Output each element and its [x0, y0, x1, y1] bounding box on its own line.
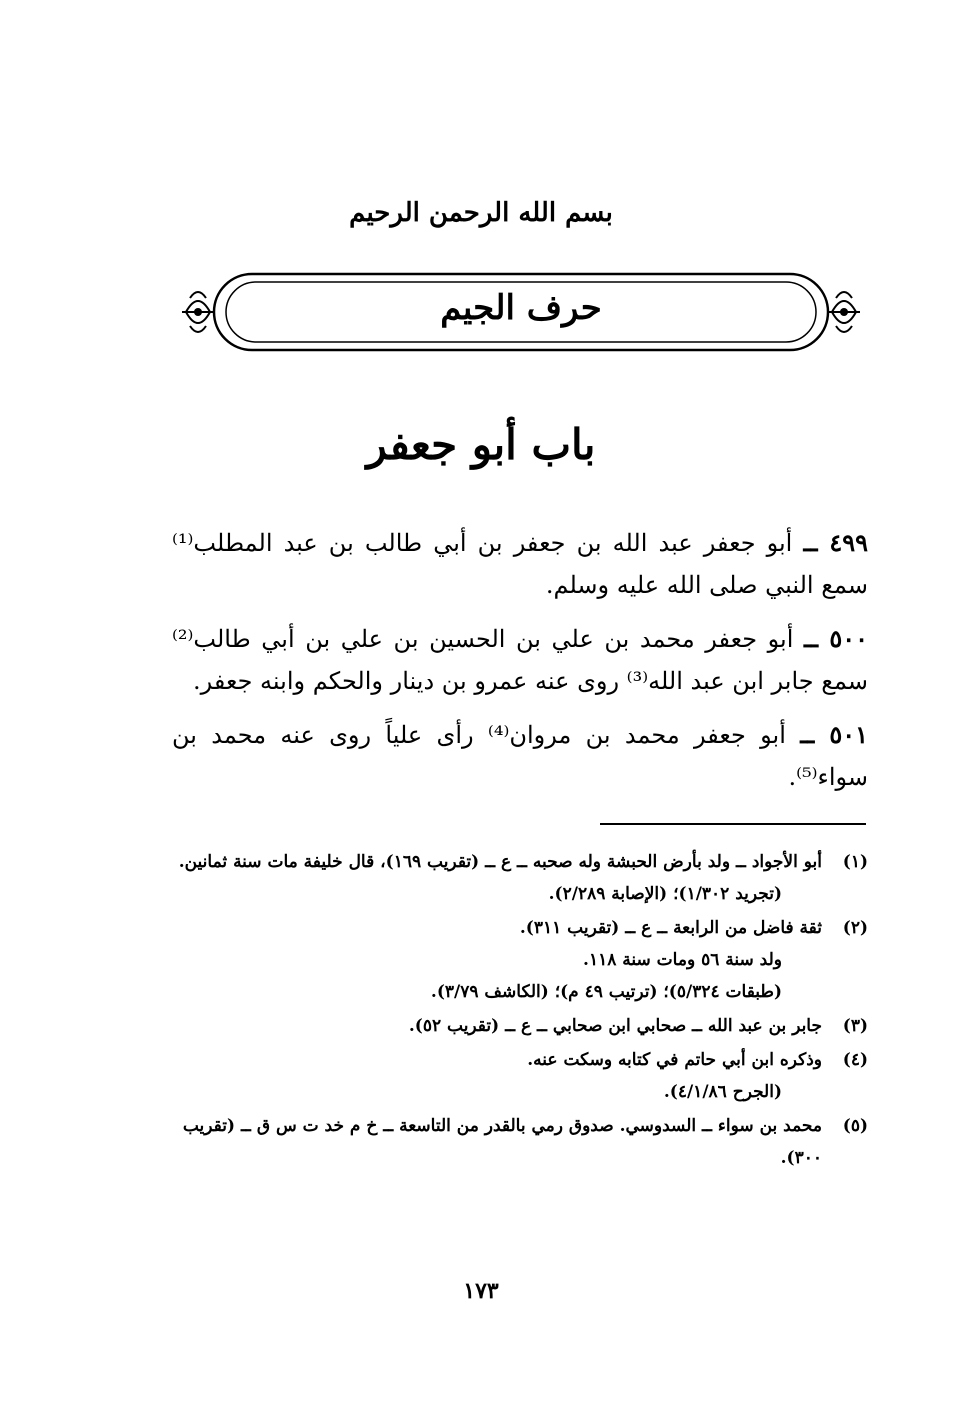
section-heading: حرف الجيم [440, 288, 602, 328]
footnote-reference: (تجريد ١/٣٠٢)؛ (الإصابة ٢/٢٨٩). [548, 884, 782, 904]
footnote-number: (١) [842, 852, 868, 872]
entry-number: ٥٠٠ ــ [803, 624, 868, 653]
footnote-number: (٣) [842, 1016, 868, 1036]
entries-list [172, 522, 868, 810]
chapter-title: باب أبو جعفر [366, 420, 596, 469]
footnote [168, 1110, 868, 1174]
entry-number: ٥٠١ ــ [800, 720, 869, 749]
footnote-text: وذكره ابن أبي حاتم في كتابه وسكت عنه. [527, 1050, 822, 1070]
entry-item [172, 618, 868, 702]
entry-item [172, 522, 868, 606]
footnote [168, 846, 868, 910]
footnote-separator [600, 823, 866, 825]
footnote-number: (٥) [842, 1116, 868, 1136]
footnote [168, 912, 868, 1008]
footnote [168, 1044, 868, 1108]
basmala: بسم الله الرحمن الرحيم [349, 198, 613, 228]
footnotes-list [168, 846, 868, 1176]
entry-item [172, 714, 868, 798]
entry-text: أبو جعفر محمد بن علي بن الحسين بن علي بن أبي طالب⁽²⁾ سمع جابر ابن عبد الله⁽³⁾ روى عنه عمرو بن دينار والحكم وابنه جعفر. [172, 625, 868, 695]
entry-text: أبو جعفر عبد الله بن جعفر بن أبي طالب بن عبد المطلب⁽¹⁾ سمع النبي صلى الله عليه وسلم. [172, 529, 868, 599]
footnote-reference: (الجرح ٤/١/٨٦). [663, 1082, 782, 1102]
entry-number: ٤٩٩ ــ [803, 528, 868, 557]
footnote-reference: ولد سنة ٥٦ ومات سنة ١١٨. [583, 950, 782, 970]
footnote [168, 1010, 868, 1042]
footnote-text: أبو الأجواد ــ ولد بأرض الحبشة وله صحبه ــ ع ــ (تقريب ١٦٩)، قال خليفة مات سنة ثمانين. [178, 852, 822, 872]
footnote-text: محمد بن سواء ــ السدوسي. صدوق رمي بالقدر من التاسعة ــ خ م خد ت س ق ــ (تقريب ٣٠٠). [182, 1116, 822, 1168]
footnote-reference: (طبقات ٥/٣٢٤)؛ (ترتيب ٤٩ م)؛ (الكاشف ٣/٧٩). [430, 982, 782, 1002]
page-number: ١٧٣ [463, 1278, 499, 1304]
footnote-number: (٢) [842, 918, 868, 938]
footnote-text: جابر بن عبد الله ــ صحابي ابن صحابي ــ ع ــ (تقريب ٥٢). [408, 1016, 822, 1036]
footnote-text: ثقة فاضل من الرابعة ــ ع ــ (تقريب ٣١١). [519, 918, 822, 938]
footnote-number: (٤) [842, 1050, 868, 1070]
section-cartouche [176, 268, 866, 356]
entry-text: أبو جعفر محمد بن مروان⁽⁴⁾ رأى علياً روى عنه محمد بن سواء⁽⁵⁾. [172, 721, 868, 791]
